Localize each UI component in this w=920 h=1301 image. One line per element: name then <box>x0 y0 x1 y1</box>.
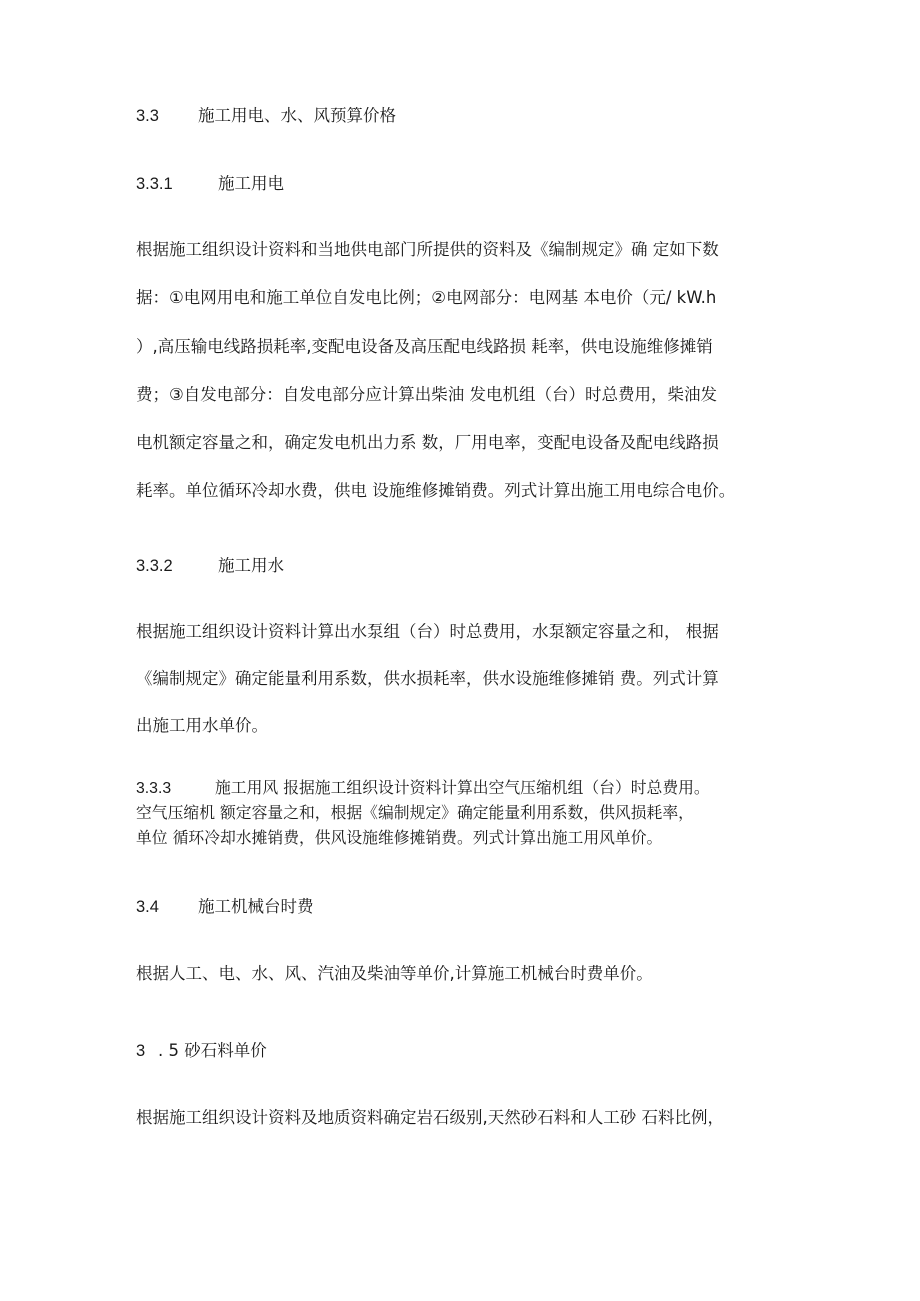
section-number: 3.3.3 <box>136 780 172 797</box>
paragraph-line: 空气压缩机 额定容量之和，根据《编制规定》确定能量利用系数，供风损耗率， <box>136 803 694 822</box>
section-title: 施工用电 <box>218 174 284 193</box>
paragraph-line: 据：①电网用电和施工单位自发电比例；②电网部分：电网基 本电价（元/ kW.h <box>136 288 717 307</box>
paragraph-line: 根据施工组织设计资料和当地供电部门所提供的资料及《编制规定》确 定如下数 <box>136 240 719 259</box>
paragraph-line: 出施工用水单价。 <box>136 716 268 735</box>
section-number: 3.3.1 <box>136 175 173 193</box>
paragraph-line: 单位 循环冷却水摊销费，供风设施维修摊销费。列式计算出施工用风单价。 <box>136 828 663 847</box>
paragraph-line: ）,高压输电线路损耗率,变配电设备及高压配电线路损 耗率，供电设施维修摊销 <box>136 337 713 356</box>
section-heading-3-5 <box>136 1041 267 1061</box>
paragraph-text: 施工用风 报据施工组织设计资料计算出空气压缩机组（台）时总费用。 <box>215 778 710 797</box>
section-heading-3-4 <box>136 897 314 917</box>
paragraph-line: 根据人工、电、水、风、汽油及柴油等单价,计算施工机械台时费单价。 <box>136 964 653 983</box>
section-heading-3-3 <box>136 106 396 126</box>
section-number: 3.4 <box>136 898 159 916</box>
section-heading-3-3-2 <box>136 556 284 576</box>
paragraph-line: 费；③自发电部分：自发电部分应计算出柴油 发电机组（台）时总费用，柴油发 <box>136 385 718 404</box>
section-title: . 5 砂石料单价 <box>158 1041 267 1060</box>
section-number: 3.3 <box>136 107 159 125</box>
paragraph-line: 耗率。单位循环冷却水费，供电 设施维修摊销费。列式计算出施工用电综合电价。 <box>136 481 736 500</box>
section-number: 3 <box>136 1042 146 1060</box>
paragraph-line: 根据施工组织设计资料计算出水泵组（台）时总费用，水泵额定容量之和， 根据 <box>136 622 719 641</box>
section-title: 施工机械台时费 <box>198 897 314 916</box>
paragraph-line: 《编制规定》确定能量利用系数，供水损耗率，供水设施维修摊销 费。列式计算 <box>136 669 719 688</box>
section-number: 3.3.2 <box>136 557 173 575</box>
section-title: 施工用电、水、风预算价格 <box>198 106 396 125</box>
section-heading-3-3-1 <box>136 174 284 194</box>
paragraph-line: 根据施工组织设计资料及地质资料确定岩石级别,天然砂石料和人工砂 石料比例， <box>136 1108 724 1127</box>
paragraph-line: 电机额定容量之和，确定发电机出力系 数，厂用电率，变配电设备及配电线路损 <box>136 433 719 452</box>
section-3-3-3-line <box>136 778 710 799</box>
section-title: 施工用水 <box>218 556 284 575</box>
